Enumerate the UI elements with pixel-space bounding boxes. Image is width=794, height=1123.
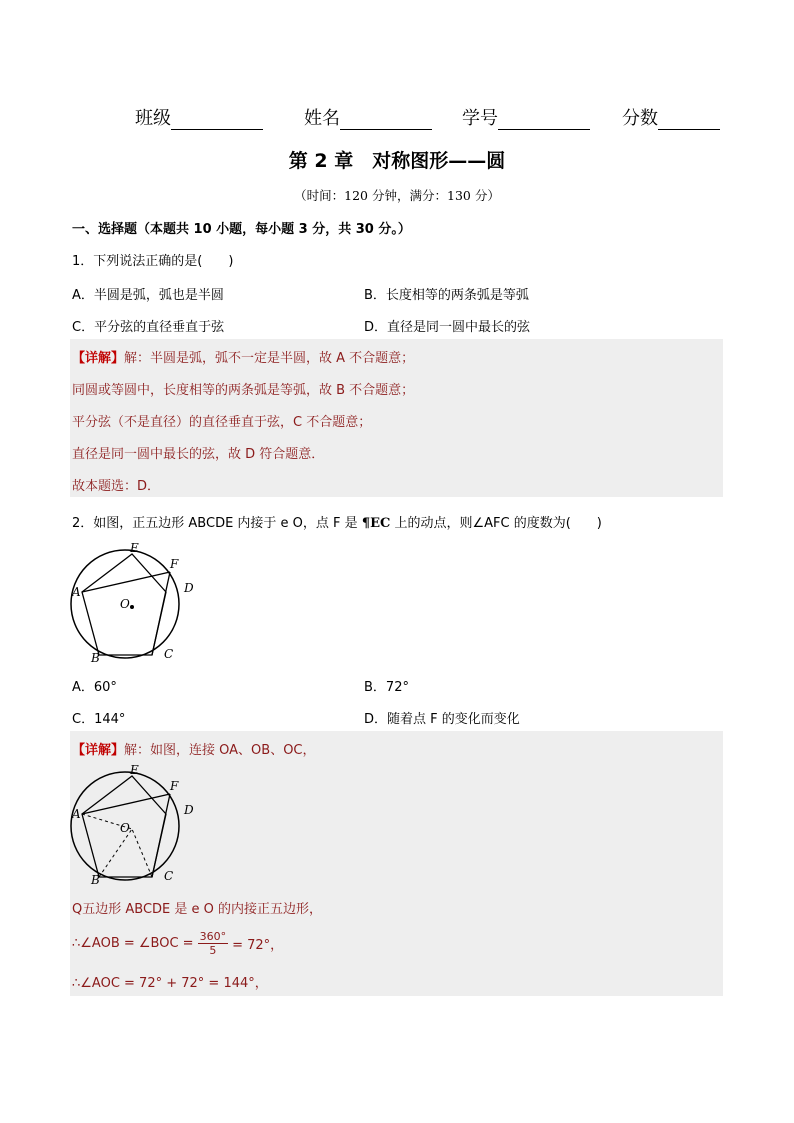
q2-detail-text1: 解：如图，连接 OA、OB、OC， xyxy=(124,743,316,758)
id-blank[interactable] xyxy=(498,109,590,130)
solution-figure xyxy=(68,762,208,888)
q1-detail-line2: 同圆或等圆中，长度相等的两条弧是等弧，故 B 不合题意； xyxy=(72,383,415,398)
solution-segment-fc xyxy=(152,794,170,877)
pentagon-figure xyxy=(68,540,208,665)
q2-option-c[interactable]: C．144° xyxy=(72,712,126,727)
label-f: F xyxy=(170,557,179,571)
q2-stem xyxy=(72,512,602,531)
class-blank[interactable] xyxy=(171,109,263,130)
q1-option-c[interactable]: C．平分弦的直径垂直于弦 xyxy=(72,320,225,335)
solution-label-o: O xyxy=(120,821,130,835)
q2-option-b[interactable]: B．72° xyxy=(364,680,409,695)
q2-arc-glyph: ¶EC xyxy=(361,516,391,531)
solution-label-f: F xyxy=(170,779,179,793)
dashed-oc xyxy=(132,829,152,877)
label-d: D xyxy=(184,581,194,595)
solution-label-b: B xyxy=(91,873,100,887)
q2-detail-line4: ∴∠AOC = 72° + 72° = 144°， xyxy=(72,976,268,991)
q1-option-a[interactable]: A．半圆是弧，弧也是半圆 xyxy=(72,288,224,303)
id-label: 学号 xyxy=(462,108,498,129)
name-field xyxy=(304,104,432,130)
label-o: O xyxy=(120,597,130,611)
solution-label-d: D xyxy=(184,803,194,817)
segment-fc xyxy=(152,572,170,655)
q2-option-d[interactable]: D．随着点 F 的变化而变化 xyxy=(364,712,520,727)
id-field xyxy=(462,104,590,130)
class-label: 班级 xyxy=(135,108,171,129)
score-field xyxy=(622,104,720,130)
q2-detail-line2: Q五边形 ABCDE 是 e O 的内接正五边形， xyxy=(72,902,323,917)
name-label: 姓名 xyxy=(304,108,340,129)
q1-detail-text1: 解：半圆是弧，弧不一定是半圆，故 A 不合题意； xyxy=(124,351,415,366)
q2-line3-post: = 72°， xyxy=(232,937,284,953)
label-b: B xyxy=(91,651,100,665)
center-dot xyxy=(130,605,134,609)
fraction-numerator: 360° xyxy=(199,929,227,943)
q2-line3-pre: ∴∠AOB = ∠BOC = xyxy=(72,935,194,951)
solution-label-a: A xyxy=(72,807,81,821)
q2-stem-part2: 上的动点，则∠AFC 的度数为( ) xyxy=(394,516,602,531)
q1-detail-line3: 平分弦（不是直径）的直径垂直于弦，C 不合题意； xyxy=(72,415,372,430)
dashed-ob xyxy=(99,829,132,877)
class-field xyxy=(135,104,263,130)
q2-detail-line3 xyxy=(72,928,283,958)
label-e: E xyxy=(130,541,139,555)
q1-option-b[interactable]: B．长度相等的两条弧是等弧 xyxy=(364,288,529,303)
fraction-denominator: 5 xyxy=(209,943,217,957)
score-blank[interactable] xyxy=(658,109,720,130)
q2-detail-line1 xyxy=(72,739,316,758)
exam-meta: （时间：120 分钟，满分：130 分） xyxy=(294,188,500,203)
name-blank[interactable] xyxy=(340,109,432,130)
q1-detail-line4: 直径是同一圆中最长的弦，故 D 符合题意． xyxy=(72,447,325,462)
solution-label-c: C xyxy=(164,869,174,883)
score-label: 分数 xyxy=(622,108,658,129)
label-a: A xyxy=(72,585,81,599)
label-c: C xyxy=(164,647,174,661)
page-title: 第 2 章 对称图形——圆 xyxy=(288,150,506,172)
fraction xyxy=(198,930,229,957)
section-heading: 一、选择题（本题共 10 小题，每小题 3 分，共 30 分。） xyxy=(72,222,411,237)
q1-detail-line5: 故本题选：D． xyxy=(72,479,161,494)
q1-detail-line1 xyxy=(72,347,414,366)
solution-label-e: E xyxy=(130,763,139,777)
q1-stem: 1．下列说法正确的是( ) xyxy=(72,254,234,269)
q2-detail-tag: 【详解】 xyxy=(72,743,125,758)
q1-option-d[interactable]: D．直径是同一圆中最长的弦 xyxy=(364,320,531,335)
q1-detail-tag: 【详解】 xyxy=(72,351,125,366)
q2-option-a[interactable]: A．60° xyxy=(72,680,117,695)
q2-stem-part1: 2．如图，正五边形 ABCDE 内接于 e O，点 F 是 xyxy=(72,516,358,531)
